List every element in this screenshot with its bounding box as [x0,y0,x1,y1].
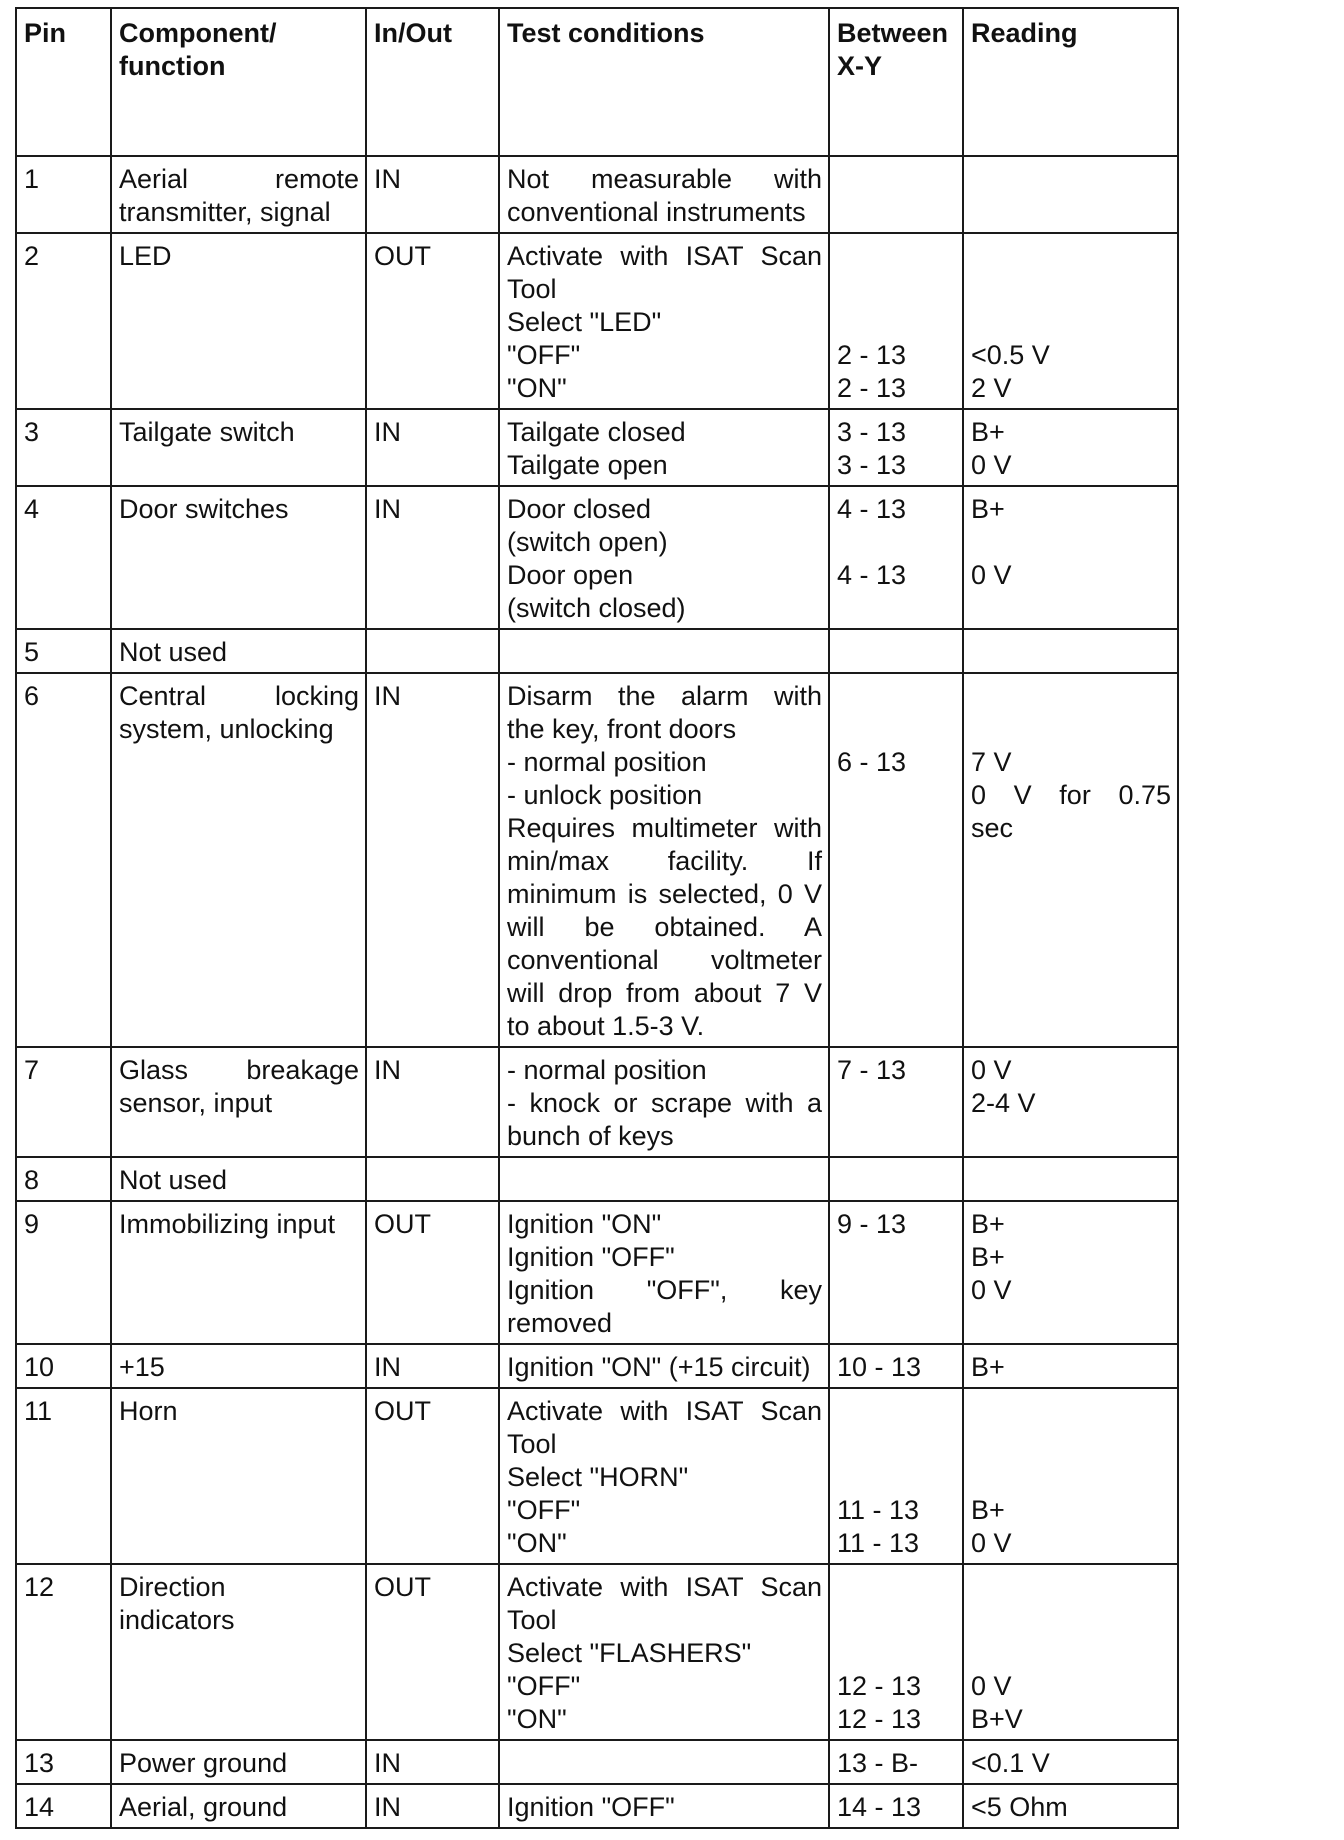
cell-inout-text [374,1164,492,1197]
pin-test-table [15,7,1179,1829]
cell-inout [366,156,499,233]
cell-between [829,1201,963,1344]
table-row [16,233,1178,409]
cell-test-conditions [499,1157,829,1201]
cell-reading-line [971,1461,1171,1494]
cell-reading [963,486,1178,629]
cell-inout [366,1201,499,1344]
cell-between-line [837,1637,956,1670]
cell-component-line: system, unlocking [119,714,334,744]
cell-reading [963,233,1178,409]
cell-component-line: Aerial, ground [119,1792,288,1822]
cell-component-line: Central locking [119,681,359,711]
cell-test-conditions-line: Tailgate closed [507,417,686,447]
cell-test-conditions-line: Select "FLASHERS" [507,1638,752,1668]
cell-inout [366,673,499,1047]
cell-test-conditions-line: Activate with ISAT Scan [507,1572,822,1602]
cell-reading [963,1388,1178,1564]
cell-reading [963,673,1178,1047]
cell-between [829,486,963,629]
cell-inout-text: IN [374,164,401,194]
cell-reading [963,1784,1178,1828]
cell-test-conditions [499,1564,829,1740]
cell-test-conditions-line: Ignition "ON" [507,1209,662,1239]
cell-between-line [837,592,956,625]
cell-reading-line [971,526,1171,559]
cell-component-line: Direction [119,1572,226,1602]
cell-between [829,409,963,486]
cell-between-line: 11 - 13 [837,1528,920,1558]
cell-reading-line: 0 V [971,450,1012,480]
cell-between-line: 4 - 13 [837,560,907,590]
cell-component [111,1740,366,1784]
cell-test-conditions-line: the key, front doors [507,714,737,744]
cell-between [829,1157,963,1201]
cell-reading-line [971,240,1171,273]
cell-test-conditions [499,156,829,233]
cell-between-line [837,240,956,273]
cell-between [829,1388,963,1564]
cell-pin [16,1047,111,1157]
cell-between [829,673,963,1047]
cell-component-line: Tailgate switch [119,417,295,447]
cell-reading-line [971,273,1171,306]
cell-inout [366,629,499,673]
cell-test-conditions-line: Tailgate open [507,450,668,480]
cell-reading-line: B+ [971,1242,1005,1272]
cell-test-conditions [499,233,829,409]
cell-reading-line: 0 V [971,1528,1012,1558]
cell-between [829,1784,963,1828]
cell-pin-text: 3 [24,417,40,447]
cell-between-line [837,1604,956,1637]
cell-reading [963,1344,1178,1388]
cell-test-conditions-line: bunch of keys [507,1121,674,1151]
cell-test-conditions [499,1047,829,1157]
cell-inout-text: OUT [374,241,431,271]
cell-test-conditions-line: Requires multimeter with [507,813,822,843]
cell-inout-text: IN [374,1352,401,1382]
cell-between-line: 7 - 13 [837,1055,907,1085]
cell-test-conditions [499,1201,829,1344]
cell-inout-text: IN [374,417,401,447]
cell-between-line: 11 - 13 [837,1495,920,1525]
cell-component-line: Immobilizing input [119,1209,336,1239]
cell-pin [16,1740,111,1784]
header-inout: In/Out [366,8,499,156]
cell-test-conditions-line: removed [507,1308,613,1338]
cell-component-line: +15 [119,1352,165,1382]
cell-pin [16,1157,111,1201]
cell-reading-line: <0.1 V [971,1748,1050,1778]
cell-test-conditions-line: Ignition "OFF", key [507,1275,822,1305]
cell-test-conditions [499,1740,829,1784]
cell-reading-line [971,306,1171,339]
cell-pin [16,1784,111,1828]
cell-test-conditions-line: conventional instruments [507,197,806,227]
cell-test-conditions-line: Door open [507,560,634,590]
cell-pin-text: 7 [24,1055,40,1085]
cell-pin-text: 1 [24,164,40,194]
cell-component [111,673,366,1047]
cell-component [111,486,366,629]
cell-test-conditions-line: Door closed [507,494,652,524]
cell-reading-line: B+ [971,1495,1005,1525]
cell-pin-text: 12 [24,1572,55,1602]
cell-reading [963,1047,1178,1157]
cell-inout [366,1047,499,1157]
cell-component-line: Aerial remote [119,164,359,194]
cell-pin [16,1201,111,1344]
cell-test-conditions [499,673,829,1047]
cell-test-conditions [499,629,829,673]
cell-reading-line [971,1604,1171,1637]
cell-pin-text: 14 [24,1792,55,1822]
cell-inout-text: IN [374,1792,401,1822]
cell-inout [366,409,499,486]
cell-test-conditions-line: "ON" [507,1704,567,1734]
cell-test-conditions [499,1784,829,1828]
cell-test-conditions-line: conventional voltmeter [507,945,822,975]
cell-test-conditions-line: "OFF" [507,1495,581,1525]
cell-between-line [837,1395,956,1428]
cell-pin-text: 5 [24,637,40,667]
cell-component [111,1344,366,1388]
cell-between-line: 2 - 13 [837,373,907,403]
cell-pin [16,629,111,673]
cell-inout-text: IN [374,1748,401,1778]
cell-reading-line: <0.5 V [971,340,1050,370]
cell-test-conditions-line: "OFF" [507,340,581,370]
cell-reading [963,409,1178,486]
header-component: Component/ function [111,8,366,156]
cell-inout [366,233,499,409]
cell-test-conditions-line: - knock or scrape with a [507,1088,822,1118]
header-row [16,8,1178,156]
cell-test-conditions-line: Tool [507,1429,557,1459]
cell-between-line [837,713,956,746]
cell-inout [366,1388,499,1564]
cell-test-conditions-line: Disarm the alarm with [507,681,822,711]
table-row [16,1784,1178,1828]
cell-component-line: Not used [119,1165,228,1195]
cell-pin [16,233,111,409]
cell-reading-line [971,713,1171,746]
cell-between [829,1344,963,1388]
cell-component [111,1388,366,1564]
cell-test-conditions-line: Not measurable with [507,164,822,194]
cell-component-line: Door switches [119,494,289,524]
table-row [16,1564,1178,1740]
cell-reading-line: 0 V [971,1671,1012,1701]
cell-reading-line: B+V [971,1704,1023,1734]
cell-reading-line: sec [971,813,1014,843]
cell-reading-line: 0 V [971,560,1012,590]
table-row [16,1740,1178,1784]
cell-pin-text: 4 [24,494,40,524]
cell-test-conditions-line: - unlock position [507,780,703,810]
cell-inout-text: IN [374,494,401,524]
cell-between-line [837,1428,956,1461]
cell-pin [16,1564,111,1740]
cell-reading-line [971,1395,1171,1428]
cell-test-conditions [499,486,829,629]
cell-reading-line: B+ [971,494,1005,524]
cell-reading-line [971,1571,1171,1604]
cell-between-line: 12 - 13 [837,1671,922,1701]
cell-inout-text: OUT [374,1572,431,1602]
cell-component [111,1157,366,1201]
cell-between [829,1047,963,1157]
cell-component [111,1047,366,1157]
cell-test-conditions-line: Tool [507,1605,557,1635]
cell-between-line [837,273,956,306]
cell-test-conditions-line: minimum is selected, 0 V [507,879,822,909]
cell-inout [366,1157,499,1201]
cell-pin-text: 6 [24,681,40,711]
table-row [16,629,1178,673]
header-reading: Reading [963,8,1178,156]
cell-pin [16,409,111,486]
cell-reading-line [971,592,1171,625]
cell-reading-line: B+ [971,1352,1005,1382]
cell-test-conditions-line: Tool [507,274,557,304]
cell-reading-line: B+ [971,1209,1005,1239]
cell-reading-line [971,680,1171,713]
cell-between-line: 6 - 13 [837,747,907,777]
header-test-conditions: Test conditions [499,8,829,156]
table-row [16,486,1178,629]
cell-inout-text: IN [374,1055,401,1085]
cell-component-line: sensor, input [119,1088,273,1118]
cell-inout [366,1564,499,1740]
cell-reading-line: 2 V [971,373,1012,403]
cell-test-conditions-line: "OFF" [507,1671,581,1701]
cell-component [111,1784,366,1828]
cell-pin [16,486,111,629]
cell-between-line: 10 - 13 [837,1352,922,1382]
cell-between-line [837,526,956,559]
cell-inout-text: OUT [374,1209,431,1239]
cell-test-conditions-line: Ignition "ON" (+15 circuit) [507,1352,811,1382]
cell-inout-text [374,636,492,669]
cell-test-conditions-line: - normal position [507,747,707,777]
cell-reading [963,156,1178,233]
table-row [16,409,1178,486]
table-row [16,1047,1178,1157]
cell-pin-text: 10 [24,1352,55,1382]
cell-between [829,1564,963,1740]
cell-test-conditions-line: Select "LED" [507,307,662,337]
cell-reading-line: B+ [971,417,1005,447]
cell-test-conditions-line: "ON" [507,373,567,403]
cell-reading-line [971,1428,1171,1461]
cell-inout [366,486,499,629]
cell-pin-text: 2 [24,241,40,271]
cell-between-line: 9 - 13 [837,1209,907,1239]
cell-component [111,409,366,486]
cell-component-line: Horn [119,1396,178,1426]
cell-component-line: LED [119,241,172,271]
cell-pin [16,1388,111,1564]
cell-test-conditions-line: Select "HORN" [507,1462,689,1492]
cell-pin-text: 13 [24,1748,55,1778]
cell-test-conditions-line: Activate with ISAT Scan [507,1396,822,1426]
table-row [16,1157,1178,1201]
cell-between-line [837,1571,956,1604]
cell-reading-line: 7 V [971,747,1012,777]
cell-reading [963,629,1178,673]
cell-pin-text: 8 [24,1165,40,1195]
cell-test-conditions-line: Activate with ISAT Scan [507,241,822,271]
cell-between-line [837,1461,956,1494]
cell-test-conditions-line: to about 1.5-3 V. [507,1011,705,1041]
cell-test-conditions-line: Ignition "OFF" [507,1242,675,1272]
cell-component-line: transmitter, signal [119,197,331,227]
cell-component-line: Glass breakage [119,1055,359,1085]
cell-between [829,156,963,233]
cell-inout [366,1740,499,1784]
table-row [16,1344,1178,1388]
cell-pin-text: 11 [24,1396,53,1426]
cell-test-conditions [499,409,829,486]
table-row [16,156,1178,233]
header-pin: Pin [16,8,111,156]
cell-component [111,1201,366,1344]
cell-reading [963,1564,1178,1740]
cell-pin [16,1344,111,1388]
cell-reading-line: 2-4 V [971,1088,1036,1118]
cell-component-line: Not used [119,637,228,667]
cell-test-conditions-line: (switch closed) [507,593,686,623]
cell-between-line: 3 - 13 [837,417,907,447]
cell-reading-line: 0 V [971,1275,1012,1305]
cell-reading-line: 0 V [971,1055,1012,1085]
cell-reading [963,1201,1178,1344]
cell-pin-text: 9 [24,1209,40,1239]
cell-reading-line: 0 V for 0.75 [971,780,1171,810]
cell-reading [963,1157,1178,1201]
cell-reading-line: <5 Ohm [971,1792,1068,1822]
cell-component [111,233,366,409]
cell-test-conditions-line: Ignition "OFF" [507,1792,675,1822]
cell-reading [963,1740,1178,1784]
cell-component [111,629,366,673]
cell-between-line: 3 - 13 [837,450,907,480]
cell-test-conditions-line: (switch open) [507,527,668,557]
cell-component-line: Power ground [119,1748,288,1778]
table-row [16,673,1178,1047]
cell-between-line: 14 - 13 [837,1792,922,1822]
cell-inout [366,1784,499,1828]
cell-test-conditions-line: - normal position [507,1055,707,1085]
cell-inout [366,1344,499,1388]
table-row [16,1388,1178,1564]
cell-reading-line [971,1637,1171,1670]
cell-test-conditions [499,1388,829,1564]
cell-pin [16,156,111,233]
cell-component [111,156,366,233]
cell-between-line [837,680,956,713]
cell-component [111,1564,366,1740]
cell-between-line: 4 - 13 [837,494,907,524]
cell-between [829,629,963,673]
cell-test-conditions-line: will drop from about 7 V [507,978,822,1008]
cell-between-line: 12 - 13 [837,1704,922,1734]
cell-test-conditions [499,1344,829,1388]
cell-test-conditions-line: "ON" [507,1528,567,1558]
cell-pin [16,673,111,1047]
cell-between-line: 2 - 13 [837,340,907,370]
cell-inout-text: IN [374,681,401,711]
cell-between [829,233,963,409]
cell-test-conditions-line: will be obtained. A [507,912,822,942]
cell-test-conditions-line: min/max facility. If [507,846,822,876]
cell-between-line: 13 - B- [837,1748,919,1778]
table-row [16,1201,1178,1344]
cell-component-line: indicators [119,1605,235,1635]
header-between: Between X-Y [829,8,963,156]
cell-inout-text: OUT [374,1396,431,1426]
cell-between [829,1740,963,1784]
cell-between-line [837,306,956,339]
